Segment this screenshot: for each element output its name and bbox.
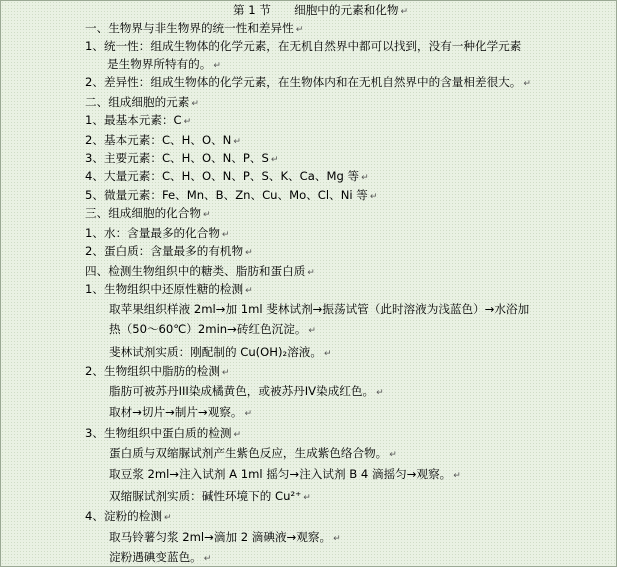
text-line: 2、基本元素：C、H、O、N ↵ xyxy=(85,133,241,147)
subheading: 4、淀粉的检测 ↵ xyxy=(85,509,172,523)
text-line: 脂肪可被苏丹III染成橘黄色，或被苏丹IV染成红色。 ↵ xyxy=(109,384,384,398)
text-line: 5、微量元素：Fe、Mn、B、Zn、Cu、Mo、Cl、Ni 等 ↵ xyxy=(85,188,378,202)
subheading: 1、生物组织中还原性糖的检测 ↵ xyxy=(85,282,253,296)
text-line: 1、水：含量最多的化合物 ↵ xyxy=(85,226,230,240)
heading-2: 二、组成细胞的元素 ↵ xyxy=(85,95,199,109)
text-line: 热（50～60℃）2min→砖红色沉淀。 ↵ xyxy=(109,322,316,336)
text-line: 2、蛋白质：含量最多的有机物 ↵ xyxy=(85,244,253,258)
text-line: 淀粉遇碘变蓝色。 ↵ xyxy=(109,550,212,564)
heading-1: 一、生物界与非生物界的统一性和差异性 ↵ xyxy=(85,21,304,35)
text-line: 取材→切片→制片→观察。 ↵ xyxy=(109,405,253,419)
text-line: 1、统一性：组成生物体的化学元素，在无机自然界中都可以找到，没有一种化学元素 xyxy=(85,39,522,53)
heading-4: 四、检测生物组织中的糖类、脂肪和蛋白质 ↵ xyxy=(85,264,315,278)
text-line: 2、差异性：组成生物体的化学元素，在生物体内和在无机自然界中的含量相差很大。 ↵ xyxy=(85,75,531,89)
subheading: 2、生物组织中脂肪的检测 ↵ xyxy=(85,364,230,378)
subheading: 3、生物组织中蛋白质的检测 ↵ xyxy=(85,426,242,440)
text-line: 斐林试剂实质：刚配制的 Cu(OH)₂溶液。 ↵ xyxy=(109,345,332,359)
text-line: 取豆浆 2ml→注入试剂 A 1ml 摇匀→注入试剂 B 4 滴摇匀→观察。 ↵ xyxy=(109,467,461,481)
text-line: 3、主要元素：C、H、O、N、P、S ↵ xyxy=(85,151,279,165)
heading-3: 三、组成细胞的化合物 ↵ xyxy=(85,206,211,220)
text-line: 是生物界所特有的。 ↵ xyxy=(107,57,221,71)
text-line: 取苹果组织样液 2ml→加 1ml 斐林试剂→振荡试管（此时溶液为浅蓝色）→水浴加 xyxy=(109,302,530,316)
text-line: 双缩脲试剂实质：碱性环境下的 Cu²⁺ ↵ xyxy=(109,489,311,503)
section-title: 第 1 节 细胞中的元素和化物 ↵ xyxy=(233,3,409,17)
text-line: 4、大量元素：C、H、O、N、P、S、K、Ca、Mg 等 ↵ xyxy=(85,169,369,183)
text-line: 蛋白质与双缩脲试剂产生紫色反应，生成紫色络合物。 ↵ xyxy=(109,446,397,460)
text-line: 取马铃薯匀浆 2ml→滴加 2 滴碘液→观察。 ↵ xyxy=(109,530,341,544)
text-line: 1、最基本元素：C ↵ xyxy=(85,113,192,127)
